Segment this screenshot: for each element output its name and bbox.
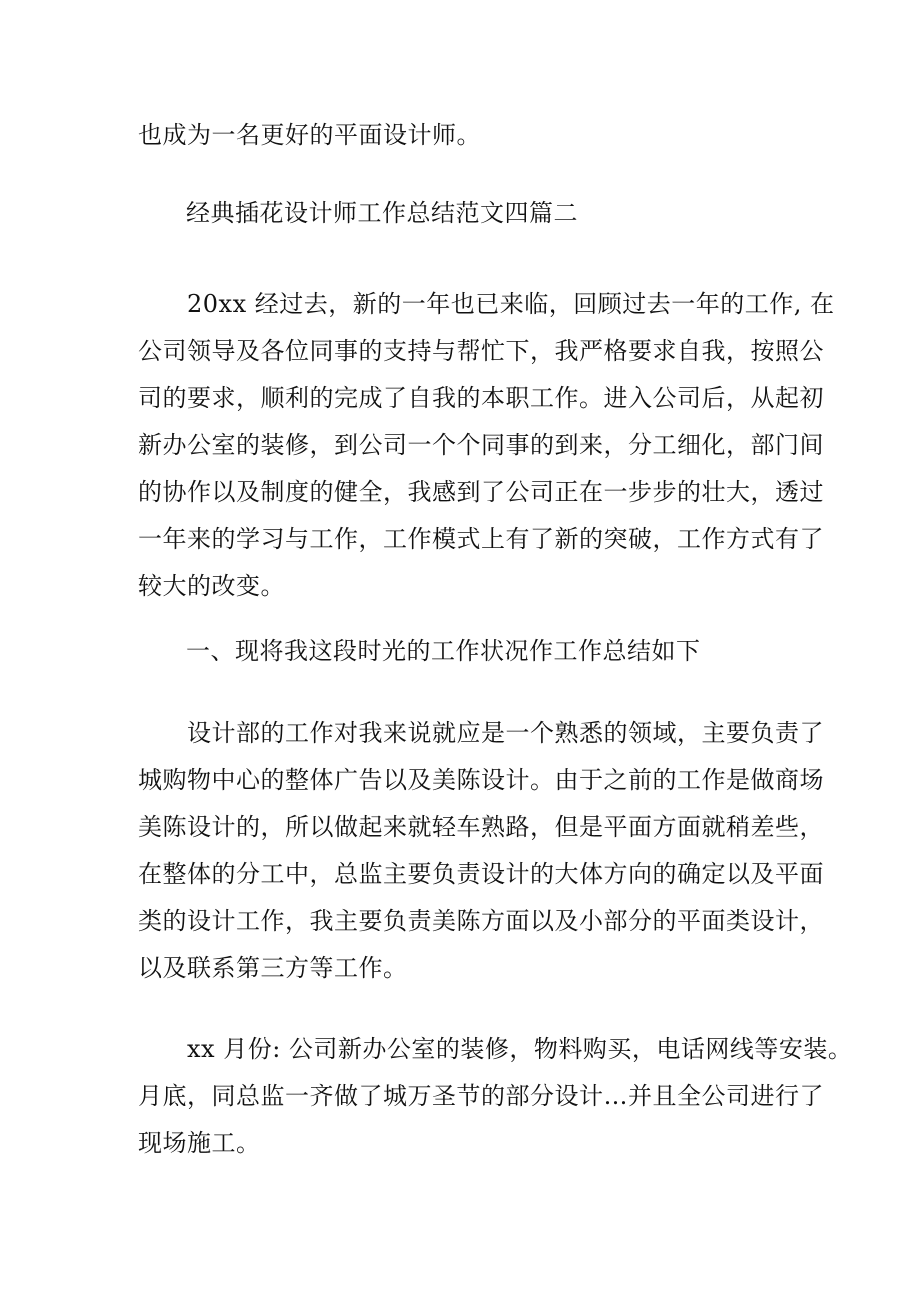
text-line: 一年来的学习与工作，工作模式上有了新的突破，工作方式有了 [138,525,824,553]
text-line: 以及联系第三方等工作。 [138,954,408,982]
subheading: 一、现将我这段时光的工作状况作工作总结如下 [186,637,701,665]
text-line: 现场施工。 [138,1129,261,1157]
text-line: 月底，同总监一齐做了城万圣节的部分设计…并且全公司进行了 [138,1082,824,1110]
paragraph-monthly-work [138,1026,853,1167]
text-line: 新办公室的装修，到公司一个个同事的到来，分工细化，部门间 [138,431,824,459]
text-line: 设计部的工作对我来说就应是一个熟悉的领域，主要负责了 [138,719,824,747]
text-line: xx 月份: 公司新办公室的装修，物料购买，电话网线等安装。 [138,1035,853,1063]
text-line: 在整体的分工中，总监主要负责设计的大体方向的确定以及平面 [138,860,824,888]
text-line: 城购物中心的整体广告以及美陈设计。由于之前的工作是做商场 [138,766,824,794]
text-line: 司的要求，顺利的完成了自我的本职工作。进入公司后，从起初 [138,384,824,412]
text-line: 较大的改变。 [138,572,285,600]
text-line: 也成为一名更好的平面设计师。 [138,121,481,149]
text-line: 的协作以及制度的健全，我感到了公司正在一步步的壮大，透过 [138,478,824,506]
text-line: 类的设计工作，我主要负责美陈方面以及小部分的平面类设计， [138,907,824,935]
section-title: 经典插花设计师工作总结范文四篇二 [186,199,578,227]
text-line: 美陈设计的，所以做起来就轻车熟路，但是平面方面就稍差些， [138,813,824,841]
text-line: 20xx 经过去，新的一年也已来临，回顾过去一年的工作, 在 [138,290,835,318]
paragraph-design-department [138,710,824,992]
paragraph-summary-intro [138,281,835,610]
text-line: 公司领导及各位同事的支持与帮忙下，我严格要求自我，按照公 [138,337,824,365]
intro-ending-paragraph [138,112,798,159]
